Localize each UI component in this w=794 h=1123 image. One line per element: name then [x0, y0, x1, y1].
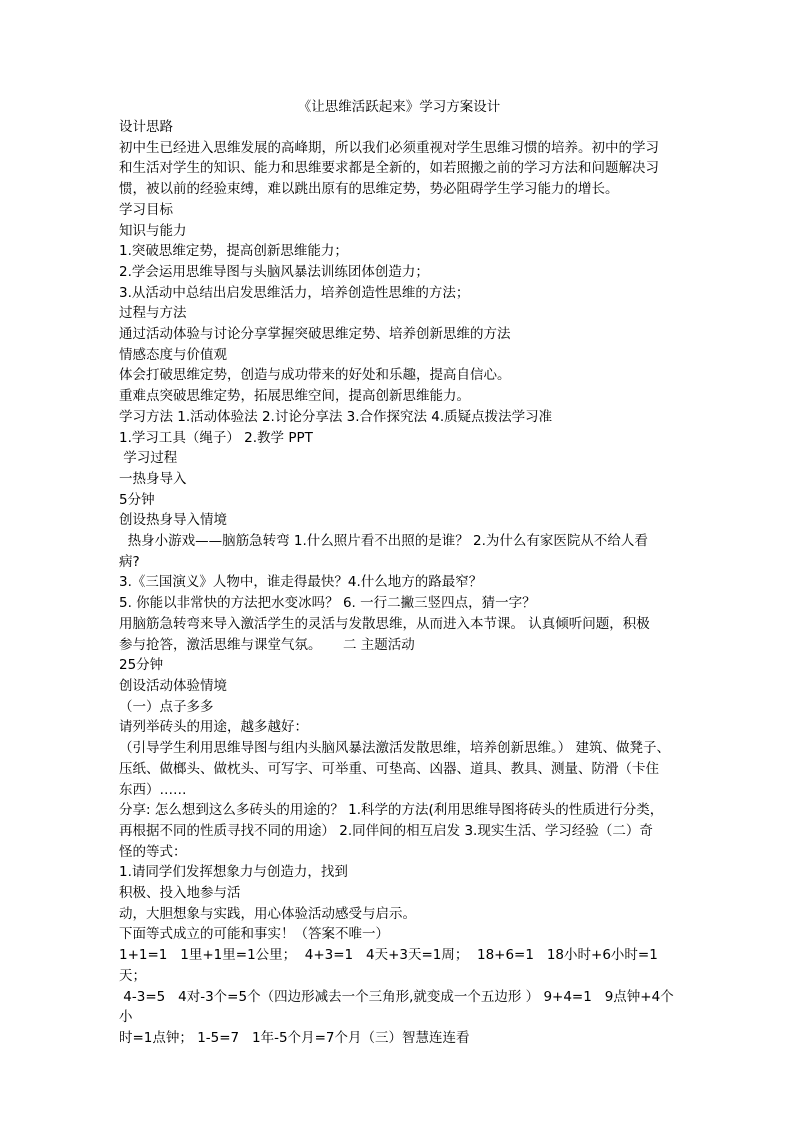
text-line: 学习过程	[119, 450, 178, 467]
text-line: 1.学习工具（绳子） 2.教学 PPT	[119, 429, 313, 446]
text-line: （引导学生利用思维导图与组内头脑风暴法激活发散思维，培养创新思维。） 建筑、做凳子、	[119, 740, 671, 757]
text-line: 设计思路	[119, 119, 173, 135]
text-line: 3.《三国演义》人物中，谁走得最快？4.什么地方的路最窄？	[119, 574, 483, 591]
text-line: 重难点突破思维定势，拓展思维空间，提高创新思维能力。	[119, 388, 470, 405]
text-line: 1+1=1 1里+1里=1公里； 4+3=1 4天+3天=1周； 18+6=1 18小时+6小时=1天；	[119, 947, 658, 984]
text-line: 通过活动体验与讨论分享掌握突破思维定势、培养创新思维的方法	[119, 326, 511, 343]
text-line: 热身小游戏——脑筋急转弯 1.什么照片看不出照的是谁？ 2.为什么有家医院从不给人看	[119, 533, 648, 550]
text-line: 病?	[119, 553, 140, 570]
text-line: 2.学会运用思维导图与头脑风暴法训练团体创造力；	[119, 263, 429, 280]
text-line: 再根据不同的性质寻找不同的用途） 2.同伴间的相互启发 3.现实生活、学习经验（二）奇	[119, 822, 653, 839]
text-line: 用脑筋急转弯来导入激活学生的灵活与发散思维，从而进入本节课。 认真倾听问题，积极	[119, 615, 650, 632]
document-body	[119, 117, 679, 1049]
text-line: 压纸、做榔头、做枕头、可写字、可举重、可垫高、凶器、道具、教具、测量、防滑（卡住	[119, 760, 659, 777]
text-line: 和生活对学生的知识、能力和思维要求都是全新的，如若照搬之前的学习方法和问题解决习	[119, 160, 659, 177]
text-line: 初中生已经进入思维发展的高峰期，所以我们必须重视对学生思维习惯的培养。初中的学习	[119, 139, 659, 156]
text-line: 创设热身导入情境	[119, 512, 227, 529]
document-page	[119, 97, 679, 1049]
text-line: 体会打破思维定势，创造与成功带来的好处和乐趣，提高自信心。	[119, 367, 511, 384]
text-line: （一）点子多多	[119, 698, 214, 715]
text-line: 过程与方法	[119, 305, 187, 322]
text-line: 1.突破思维定势，提高创新思维能力；	[119, 243, 348, 260]
text-line: 5. 你能以非常快的方法把水变冰吗？ 6. 一行二撇三竖四点，猜一字？	[119, 595, 536, 612]
text-line: 知识与能力	[119, 222, 187, 239]
text-line: 怪的等式：	[119, 843, 187, 860]
text-line: 3.从活动中总结出启发思维活力，培养创造性思维的方法；	[119, 284, 470, 301]
text-line: 学习目标	[119, 201, 173, 218]
text-line: 情感态度与价值观	[119, 346, 227, 363]
text-line: 1.请同学们发挥想象力与创造力，找到	[119, 864, 348, 881]
text-line: 25分钟	[119, 657, 164, 674]
text-line: 创设活动体验情境	[119, 677, 227, 694]
text-line: 时=1点钟； 1-5=7 1年-5个月=7个月（三）智慧连连看	[119, 1029, 470, 1046]
document-title: 《让思维活跃起来》学习方案设计	[297, 99, 501, 115]
text-line: 惯，被以前的经验束缚，难以跳出原有的思维定势，势必阻碍学生学习能力的增长。	[119, 181, 619, 198]
text-line: 学习方法 1.活动体验法 2.讨论分享法 3.合作探究法 4.质疑点拨法学习准	[119, 408, 553, 425]
text-line: 东西）……	[119, 781, 187, 798]
text-line: 参与抢答，激活思维与课堂气氛。 二 主题活动	[119, 636, 415, 653]
text-line: 动，大胆想象与实践，用心体验活动感受与启示。	[119, 905, 416, 922]
text-line: 5分钟	[119, 491, 155, 508]
text-line: 一热身导入	[119, 470, 187, 487]
text-line: 分享: 怎么想到这么多砖头的用途的？ 1.科学的方法(利用思维导图将砖头的性质进行分类，	[119, 802, 664, 819]
text-line: 下面等式成立的可能和事实！（答案不唯一）	[119, 926, 389, 943]
text-line: 积极、投入地参与活	[119, 885, 241, 902]
text-line: 请列举砖头的用途，越多越好：	[119, 719, 308, 736]
text-line: 4-3=5 4对-3个=5个（四边形减去一个三角形,就变成一个五边形 ） 9+4=1 9点钟+4个小	[119, 988, 674, 1026]
